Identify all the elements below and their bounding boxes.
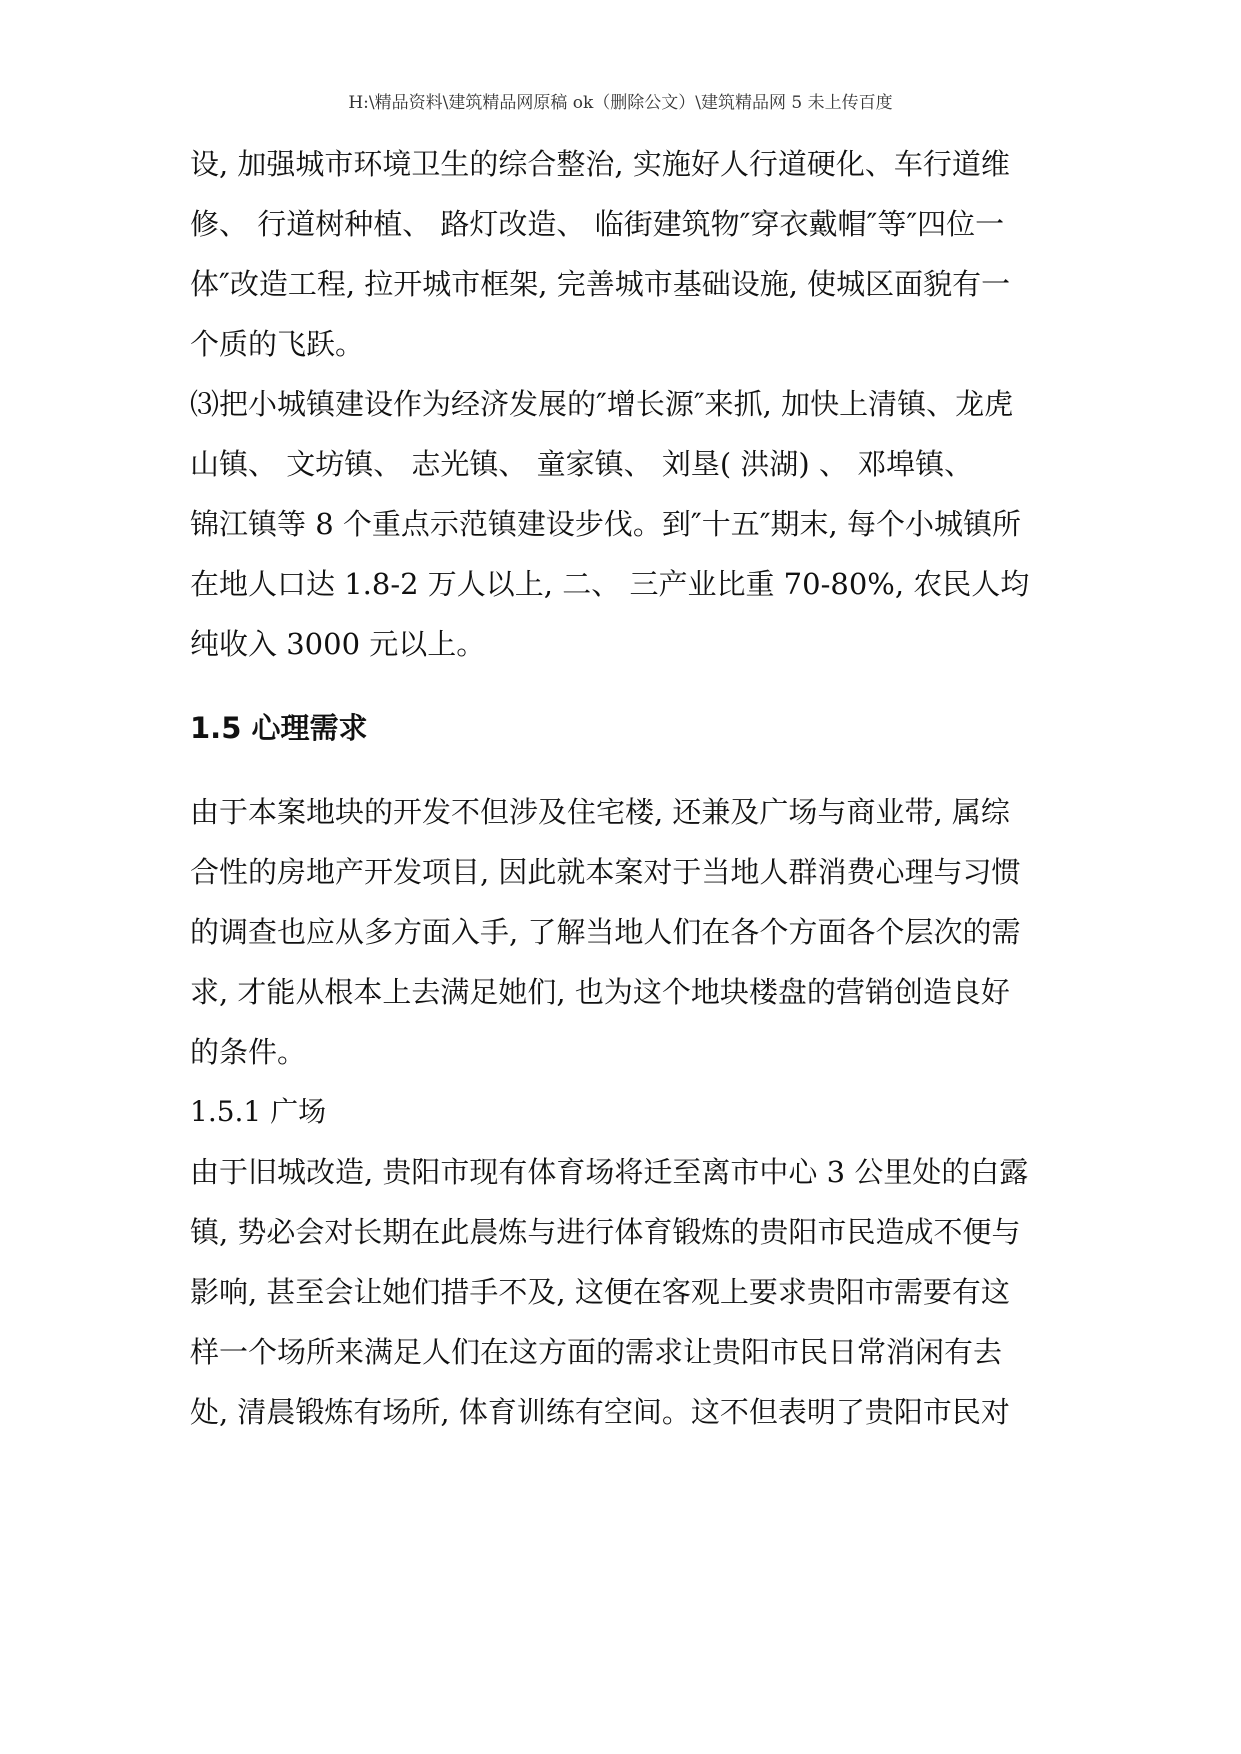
- text-line: 处, 清晨锻炼有场所, 体育训练有空间。这不但表明了贵阳市民对: [190, 1395, 1010, 1429]
- text-line: 由于旧城改造, 贵阳市现有体育场将迁至离市中心 3 公里处的白露: [190, 1155, 1029, 1189]
- text-line: 设, 加强城市环境卫生的综合整治, 实施好人行道硬化、车行道维: [190, 147, 1010, 181]
- page-header-path: H:\精品资料\建筑精品网原稿 ok（删除公文）\建筑精品网 5 未上传百度: [348, 93, 893, 113]
- text-line: 修、 行道树种植、 路灯改造、 临街建筑物″穿衣戴帽″等″四位一: [190, 207, 1005, 241]
- text-line: 锦江镇等 8 个重点示范镇建设步伐。到″十五″期末, 每个小城镇所: [190, 507, 1021, 541]
- text-line: 山镇、 文坊镇、 志光镇、 童家镇、 刘垦( 洪湖) 、 邓埠镇、: [190, 447, 974, 481]
- text-line: 影响, 甚至会让她们措手不及, 这便在客观上要求贵阳市需要有这: [190, 1275, 1010, 1309]
- text-line: 的调查也应从多方面入手, 了解当地人们在各个方面各个层次的需: [190, 915, 1021, 949]
- text-line: 镇, 势必会对长期在此晨炼与进行体育锻炼的贵阳市民造成不便与: [190, 1215, 1021, 1249]
- text-line: 体″改造工程, 拉开城市框架, 完善城市基础设施, 使城区面貌有一: [190, 267, 1011, 301]
- text-line: 在地人口达 1.8-2 万人以上, 二、 三产业比重 70-80%, 农民人均: [190, 567, 1030, 601]
- text-line: 的条件。: [190, 1035, 307, 1069]
- text-line: 样一个场所来满足人们在这方面的需求让贵阳市民日常消闲有去: [190, 1335, 1003, 1369]
- section-heading-1-5: 1.5 心理需求: [190, 711, 368, 745]
- text-line: 纯收入 3000 元以上。: [190, 627, 486, 661]
- text-line: 由于本案地块的开发不但涉及住宅楼, 还兼及广场与商业带, 属综: [190, 795, 1010, 829]
- text-line: ⑶把小城镇建设作为经济发展的″增长源″来抓, 加快上清镇、龙虎: [190, 387, 1014, 421]
- section-heading-1-5-1: 1.5.1 广场: [190, 1095, 327, 1128]
- text-line: 个质的飞跃。: [190, 327, 365, 361]
- text-line: 求, 才能从根本上去满足她们, 也为这个地块楼盘的营销创造良好: [190, 975, 1010, 1009]
- text-line: 合性的房地产开发项目, 因此就本案对于当地人群消费心理与习惯: [190, 855, 1021, 889]
